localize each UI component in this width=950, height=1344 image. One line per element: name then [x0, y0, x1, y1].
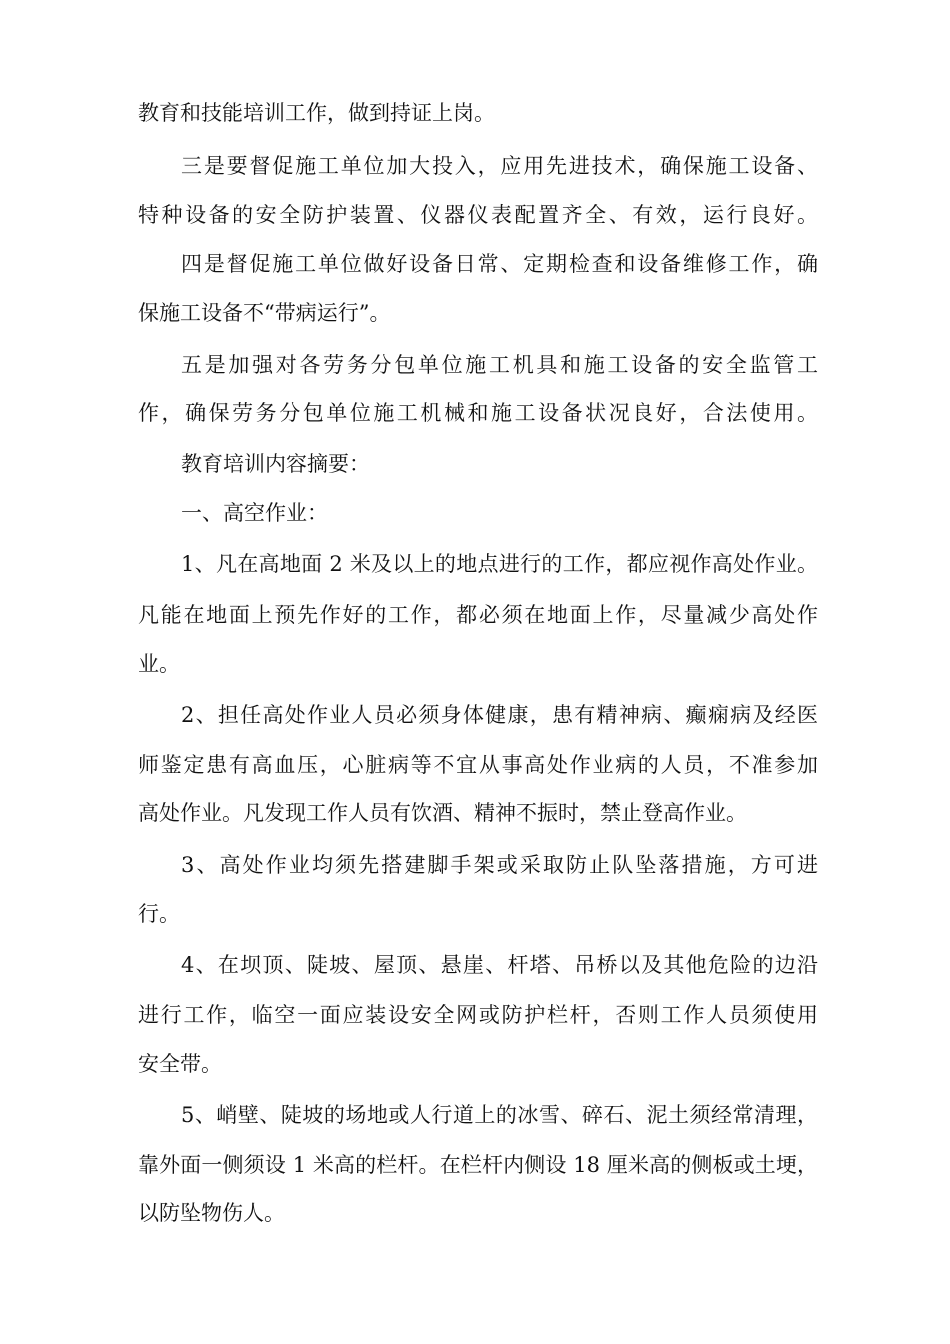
- text-line: 五是加强对各劳务分包单位施工机具和施工设备的安全监管工: [181, 353, 818, 377]
- text-line: 四是督促施工单位做好设备日常、定期检查和设备维修工作，确: [181, 252, 818, 276]
- text-line: 高处作业。凡发现工作人员有饮酒、精神不振时，禁止登高作业。: [138, 801, 747, 825]
- text-line: 凡能在地面上预先作好的工作，都必须在地面上作，尽量减少高处作: [138, 603, 818, 627]
- text-line: 保施工设备不“带病运行”。: [138, 301, 391, 325]
- text-line: 三是要督促施工单位加大投入，应用先进技术，确保施工设备、: [181, 154, 818, 178]
- text-line: 特种设备的安全防护装置、仪器仪表配置齐全、有效，运行良好。: [138, 203, 818, 227]
- section-heading: 一、高空作业：: [181, 501, 328, 525]
- text-line: 作，确保劳务分包单位施工机械和施工设备状况良好，合法使用。: [138, 401, 818, 425]
- text-line: 4、在坝顶、陡坡、屋顶、悬崖、杆塔、吊桥以及其他危险的边沿: [181, 953, 818, 977]
- text-line: 2、担任高处作业人员必须身体健康，患有精神病、癫痫病及经医: [181, 703, 818, 727]
- text-line: 安全带。: [138, 1052, 222, 1076]
- text-line: 行。: [138, 902, 180, 926]
- text-line: 师鉴定患有高血压，心脏病等不宜从事高处作业病的人员，不准参加: [138, 753, 818, 777]
- text-line: 5、峭壁、陡坡的场地或人行道上的冰雪、碎石、泥土须经常清理，: [181, 1103, 818, 1127]
- text-line: 靠外面一侧须设 1 米高的栏杆。在栏杆内侧设 18 厘米高的侧板或土埂，: [138, 1153, 818, 1177]
- text-line: 教育培训内容摘要：: [181, 452, 370, 476]
- text-line: 业。: [138, 652, 180, 676]
- text-line: 以防坠物伤人。: [138, 1201, 285, 1225]
- text-line: 3、高处作业均须先搭建脚手架或采取防止队坠落措施，方可进: [181, 853, 818, 877]
- text-line: 进行工作，临空一面应装设安全网或防护栏杆，否则工作人员须使用: [138, 1003, 818, 1027]
- text-line: 教育和技能培训工作，做到持证上岗。: [138, 101, 495, 125]
- text-line: 1、凡在高地面 2 米及以上的地点进行的工作，都应视作高处作业。: [181, 552, 818, 576]
